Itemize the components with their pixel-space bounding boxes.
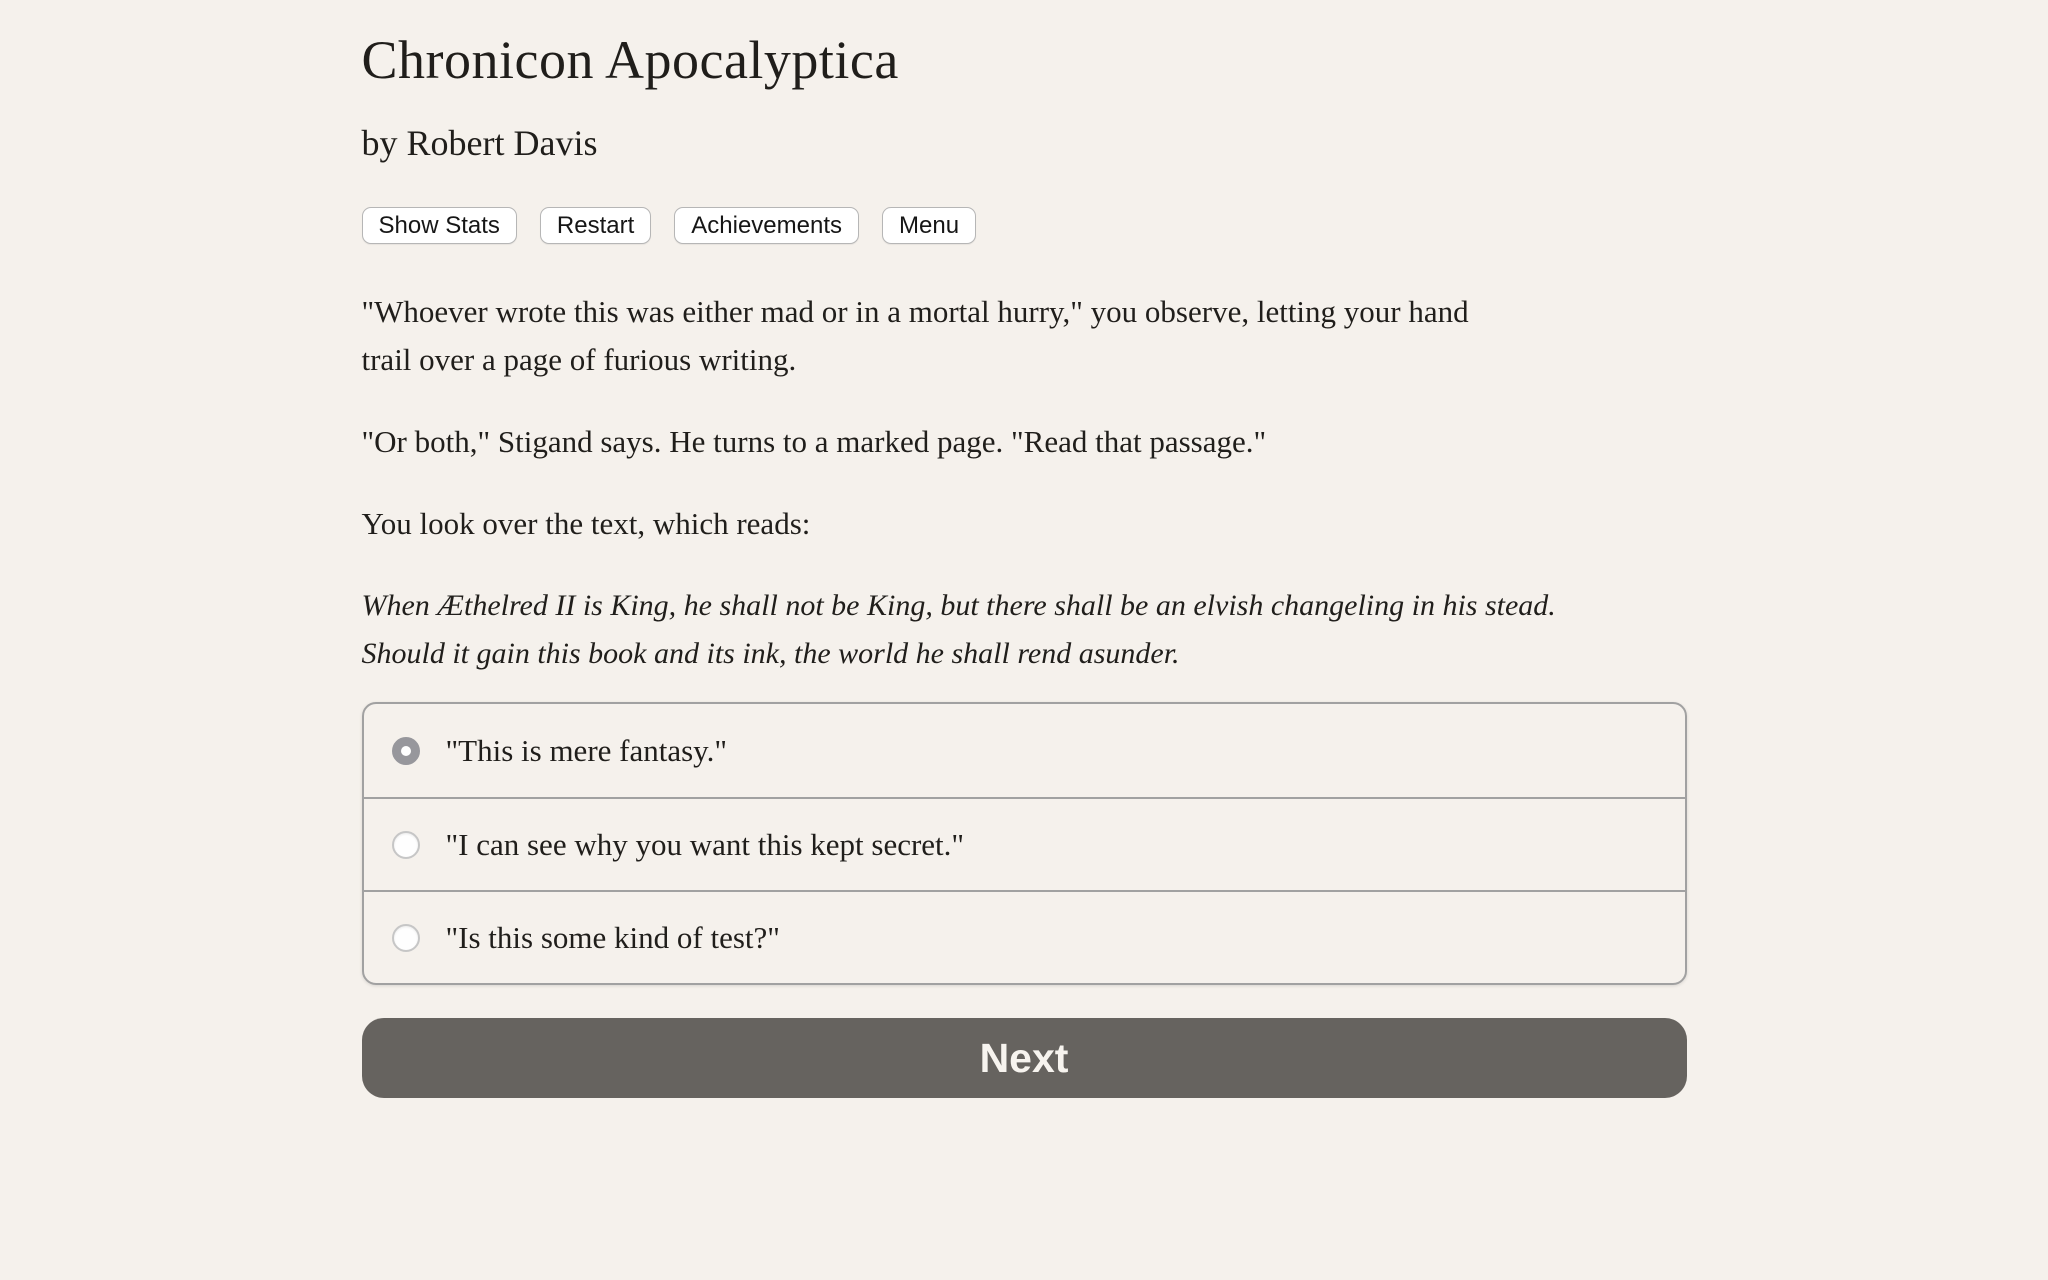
story-line: "Whoever wrote this was either mad or in a mortal hurry," you observe, letting your hand: [361, 294, 1469, 329]
radio-icon[interactable]: [392, 737, 420, 765]
achievements-button[interactable]: Achievements: [674, 207, 859, 244]
story-paragraph: [362, 288, 1687, 384]
choice-option[interactable]: [364, 797, 1685, 890]
radio-icon[interactable]: [392, 924, 420, 952]
choice-option-label: "This is mere fantasy.": [445, 732, 728, 768]
show-stats-button[interactable]: Show Stats: [362, 207, 517, 244]
story-quote-line: Should it gain this book and its ink, the world he shall rend asunder.: [361, 637, 1180, 670]
story-quote-line: When Æthelred II is King, he shall not be King, but there shall be an elvish changeling in his stead.: [361, 589, 1556, 622]
choice-option[interactable]: [364, 704, 1685, 797]
story-text: [362, 288, 1687, 678]
choice-option[interactable]: [364, 890, 1685, 983]
page-title: Chronicon Apocalyptica: [361, 30, 899, 90]
story-line: trail over a page of furious writing.: [361, 342, 797, 377]
story-paragraph: [362, 418, 1687, 466]
choice-group: [362, 702, 1687, 985]
menu-button[interactable]: Menu: [882, 207, 976, 244]
game-page: [362, 0, 1687, 1098]
story-quote: [362, 582, 1687, 678]
choice-option-label: "I can see why you want this kept secret.": [445, 826, 965, 862]
restart-button[interactable]: Restart: [540, 207, 651, 244]
story-line: "Or both," Stigand says. He turns to a marked page. "Read that passage.": [361, 424, 1267, 459]
story-paragraph: [362, 500, 1687, 548]
radio-icon[interactable]: [392, 831, 420, 859]
story-line: You look over the text, which reads:: [361, 506, 811, 541]
next-button[interactable]: Next: [362, 1018, 1687, 1098]
choice-option-label: "Is this some kind of test?": [445, 919, 780, 955]
byline: by Robert Davis: [361, 123, 598, 163]
toolbar: [362, 207, 1687, 244]
